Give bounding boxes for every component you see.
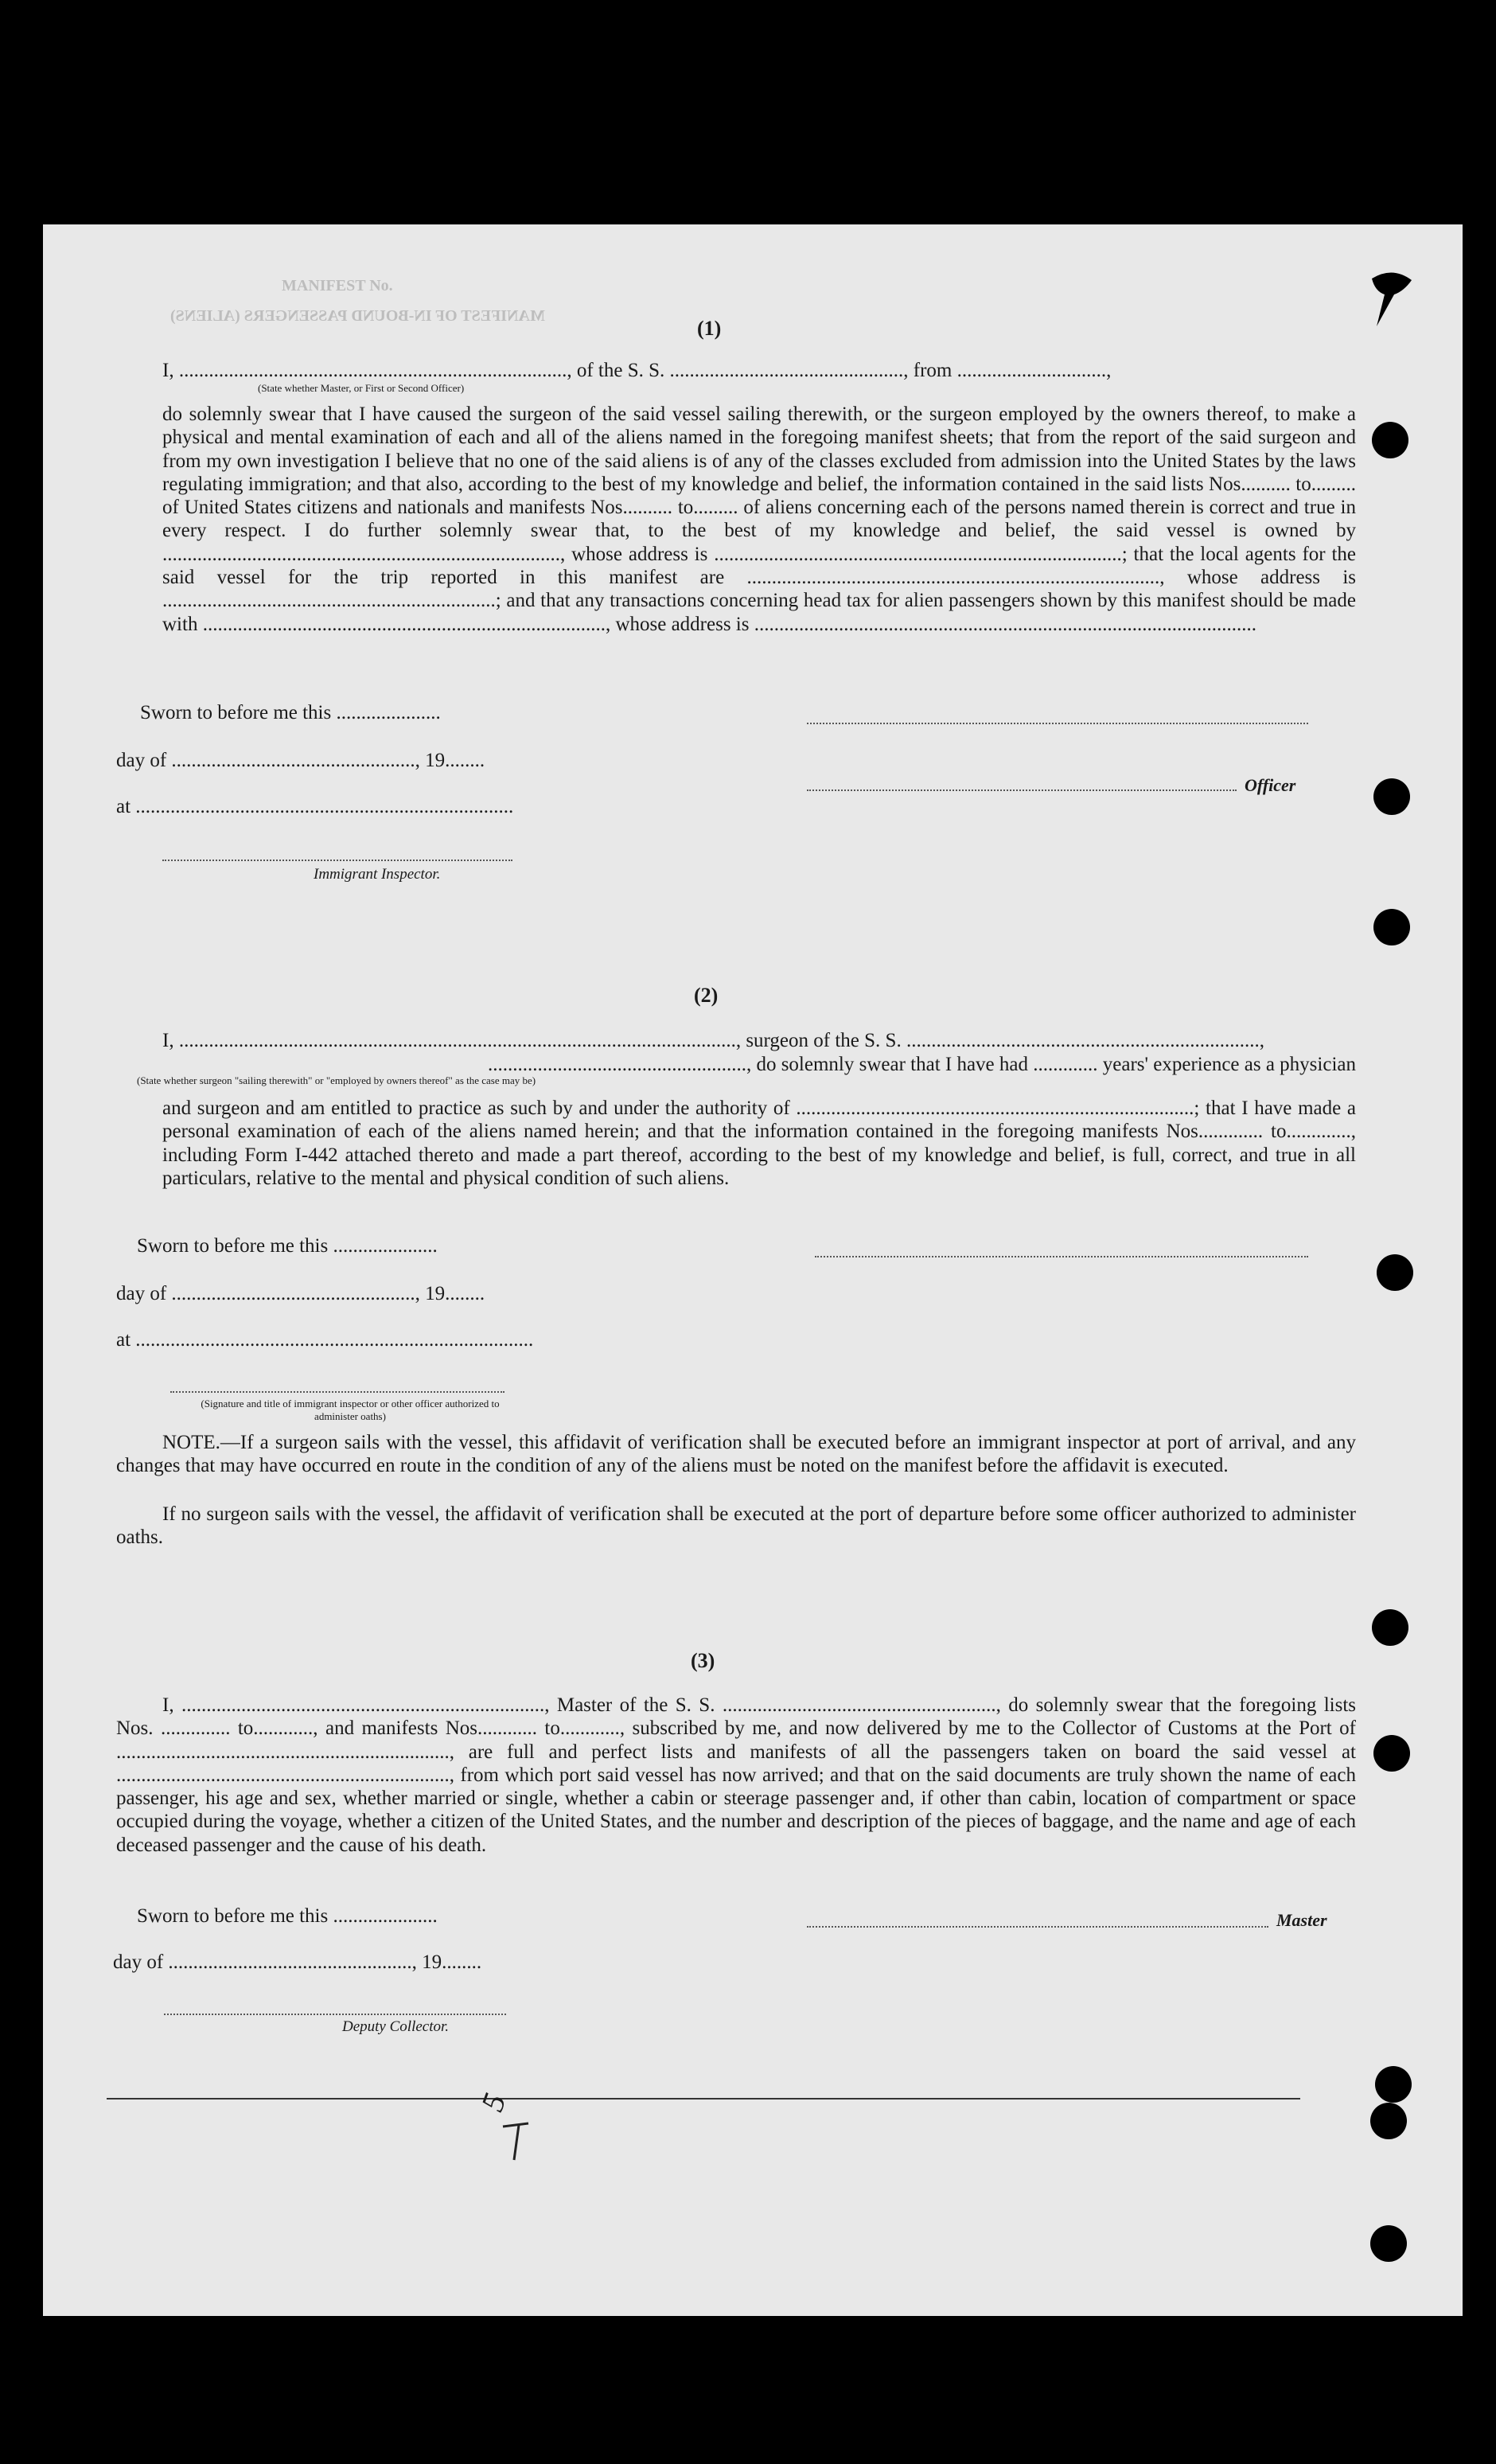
section-2-sworn: Sworn to before me this ..................... — [137, 1235, 438, 1257]
section-3-collector-line — [164, 2014, 506, 2015]
section-1-number: (1) — [697, 317, 722, 340]
faint-manifest-no: MANIFEST No. — [282, 277, 393, 294]
section-2-at: at ................................................................................ — [116, 1329, 534, 1351]
section-1-oath-line: I, .............................................................................., of the S. S. ..............................................., from .............................., — [162, 360, 1112, 381]
section-1-inspector-line — [162, 860, 512, 861]
section-3-master-line — [807, 1926, 1268, 1928]
binder-hole — [1370, 2103, 1407, 2139]
section-2-note-2: If no surgeon sails with the vessel, the affidavit of verification shall be executed at the port of departure before some officer authorized to administer oaths. — [116, 1503, 1356, 1549]
section-2-experience-line: ...................................................., do solemnly swear that I have had ............. years' experience as a physician — [487, 1054, 1356, 1075]
section-2-body: and surgeon and am entitled to practice as such by and under the authority of ................................................................................; that I have made a personal examination of each of the aliens named herein; and that the information contained in the foregoing manifests Nos............. to............., including Form I-442 attached thereto and made a part thereof, according to the best of my knowledge and belief, is full, correct, and true in all particulars, relative to the mental and physical condition of such aliens. — [162, 1097, 1356, 1189]
section-1-officer-label: Officer — [1245, 775, 1296, 795]
section-1-officer-line — [807, 789, 1237, 791]
section-2-note-1: NOTE.—If a surgeon sails with the vessel, this affidavit of verification shall be executed before an immigrant inspector at port of arrival, and any changes that may have occurred en route in the condition of any of the aliens must be noted on the manifest before the affidavit is executed. — [116, 1432, 1356, 1477]
section-1-officer-note: (State whether Master, or First or Second Officer) — [258, 382, 465, 394]
section-2-oath-line: I, ................................................................................................................, surgeon of the S. S. ......................................................................., — [162, 1030, 1264, 1051]
section-2-number: (2) — [694, 984, 719, 1007]
section-2-signature-line — [815, 1256, 1308, 1257]
section-1-sworn: Sworn to before me this ..................... — [140, 702, 441, 723]
section-1-signature-line — [807, 723, 1308, 724]
section-3-day-of: day of ................................................., 19........ — [113, 1951, 482, 1973]
binder-hole — [1372, 1609, 1408, 1646]
section-1-body: do solemnly swear that I have caused the surgeon of the said vessel sailing therewith, or the surgeon employed by the owners thereof, to make a physical and mental examination of each and all of the aliens named in the foregoing manifest sheets; that from the report of the said surgeon and from my own investigation I believe that no one of the said aliens is of any of the classes excluded from admission into the United States by the laws regulating immigration; and that also, according to the best of my knowledge and belief, the information contained in the said lists Nos.......... to......... of United States citizens and nationals and manifests Nos.......... to......... of aliens concerning each of the persons named therein is correct and true in every respect. I do further solemnly swear that, to the best of my knowledge and belief, the said vessel is owned by ................................................................................, whose address is ..................................................................................; that the local agents for the said vessel for the trip reported in this manifest are ..................................................................................., whose address is ...................................................................; and that any transactions concerning head tax for alien passengers shown by this manifest should be made with ................................................................................., whose address is ..................................................................................................... — [162, 404, 1356, 635]
section-3-number: (3) — [691, 1649, 715, 1672]
section-3-master-label: Master — [1276, 1910, 1327, 1930]
section-2-signature-note: (Signature and title of immigrant inspector or other officer authorized to administer oaths) — [201, 1398, 500, 1422]
section-3-sworn: Sworn to before me this ..................... — [137, 1905, 438, 1927]
binder-hole — [1373, 909, 1410, 945]
manifest-page — [43, 224, 1463, 2316]
binder-hole — [1370, 2225, 1407, 2262]
bottom-rule — [107, 2098, 1300, 2099]
section-2-inspector-line — [170, 1391, 505, 1393]
section-2-surgeon-note: (State whether surgeon "sailing therewith" or "employed by owners thereof" as the case may be) — [137, 1074, 536, 1086]
binder-hole — [1373, 778, 1410, 815]
binder-hole — [1373, 1735, 1410, 1772]
section-1-at: at ............................................................................ — [116, 796, 514, 817]
binder-hole — [1372, 422, 1408, 458]
torn-corner-mark — [1361, 263, 1416, 334]
section-1-inspector-label: Immigrant Inspector. — [314, 866, 441, 883]
section-3-body: I, ........................................................................., Master of the S. S. ......................................................., do solemnly swear that the foregoing lists Nos. .............. to............, and manifests Nos............ to............, subscribed by me, and now delivered by me to the Collector of Customs at the Port of ..................................................................., are full and perfect lists and manifests of all the passengers taken on board the said vessel at ..................................................................., from which port said vessel has now arrived; and that on the said documents are truly shown the name of each passenger, his age and sex, whether married or single, whether a cabin or steerage passenger and, if other than cabin, location of compartment or space occupied during the voyage, whether a citizen of the United States, and the number and description of the pieces of baggage, and the name and age of each deceased passenger and the cause of his death. — [116, 1694, 1356, 1856]
handwritten-scribble — [497, 2119, 544, 2166]
section-3-collector-label: Deputy Collector. — [342, 2018, 450, 2035]
binder-hole — [1375, 2066, 1412, 2103]
section-2-day-of: day of ................................................., 19........ — [116, 1283, 485, 1304]
section-1-day-of: day of ................................................., 19........ — [116, 750, 485, 771]
binder-hole — [1377, 1254, 1413, 1291]
handwritten-mark: 5 — [473, 2088, 513, 2116]
faint-manifest-title: MANIFEST OF IN-BOUND PASSENGERS (ALIENS) — [170, 307, 545, 325]
